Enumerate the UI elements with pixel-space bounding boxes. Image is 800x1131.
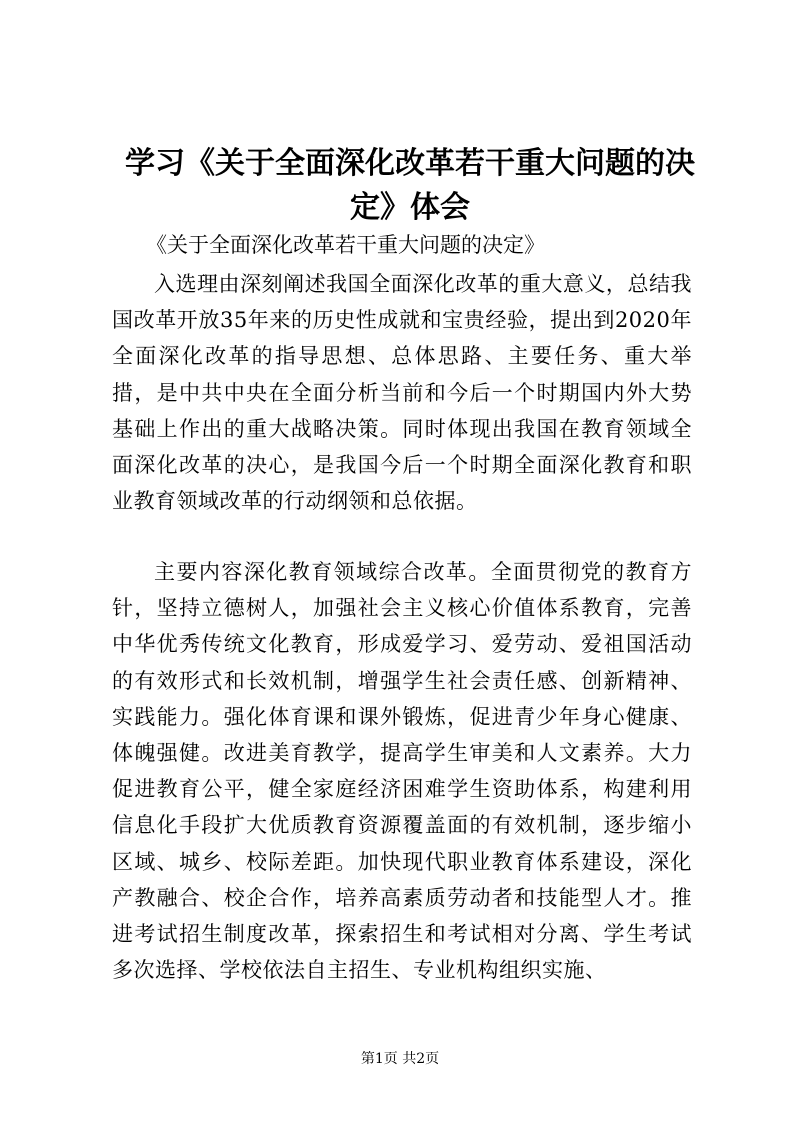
page-footer: 第1页 共2页 xyxy=(360,1051,440,1067)
document-title: 学习《关于全面深化改革若干重大问题的决定》体会 xyxy=(125,146,695,225)
document-subtitle: 《关于全面深化改革若干重大问题的决定》 xyxy=(146,233,545,257)
paragraph-1: 入选理由深刻阐述我国全面深化改革的重大意义，总结我国改革开放35年来的历史性成就和宝贵经验，提出到2020年全面深化改革的指导思想、总体思路、主要任务、重大举措，是中共中央在全面分析当前和今后一个时期国内外大势基础上作出的重大战略决策。同时体现出我国在教育领域全面深化改革的决心，是我国今后一个时期全面深化教育和职业教育领域改革的行动纲领和总依据。 xyxy=(112,272,692,514)
paragraph-2: 主要内容深化教育领域综合改革。全面贯彻党的教育方针，坚持立德树人，加强社会主义核心价值体系教育，完善中华优秀传统文化教育，形成爱学习、爱劳动、爱祖国活动的有效形式和长效机制，增强学生社会责任感、创新精神、实践能力。强化体育课和课外锻炼，促进青少年身心健康、体魄强健。改进美育教学，提高学生审美和人文素养。大力促进教育公平，健全家庭经济困难学生资助体系，构建利用信息化手段扩大优质教育资源覆盖面的有效机制，逐步缩小区域、城乡、校际差距。加快现代职业教育体系建设，深化产教融合、校企合作，培养高素质劳动者和技能型人才。推进考试招生制度改革，探索招生和考试相对分离、学生考试多次选择、学校依法自主招生、专业机构组织实施、 xyxy=(112,560,692,983)
